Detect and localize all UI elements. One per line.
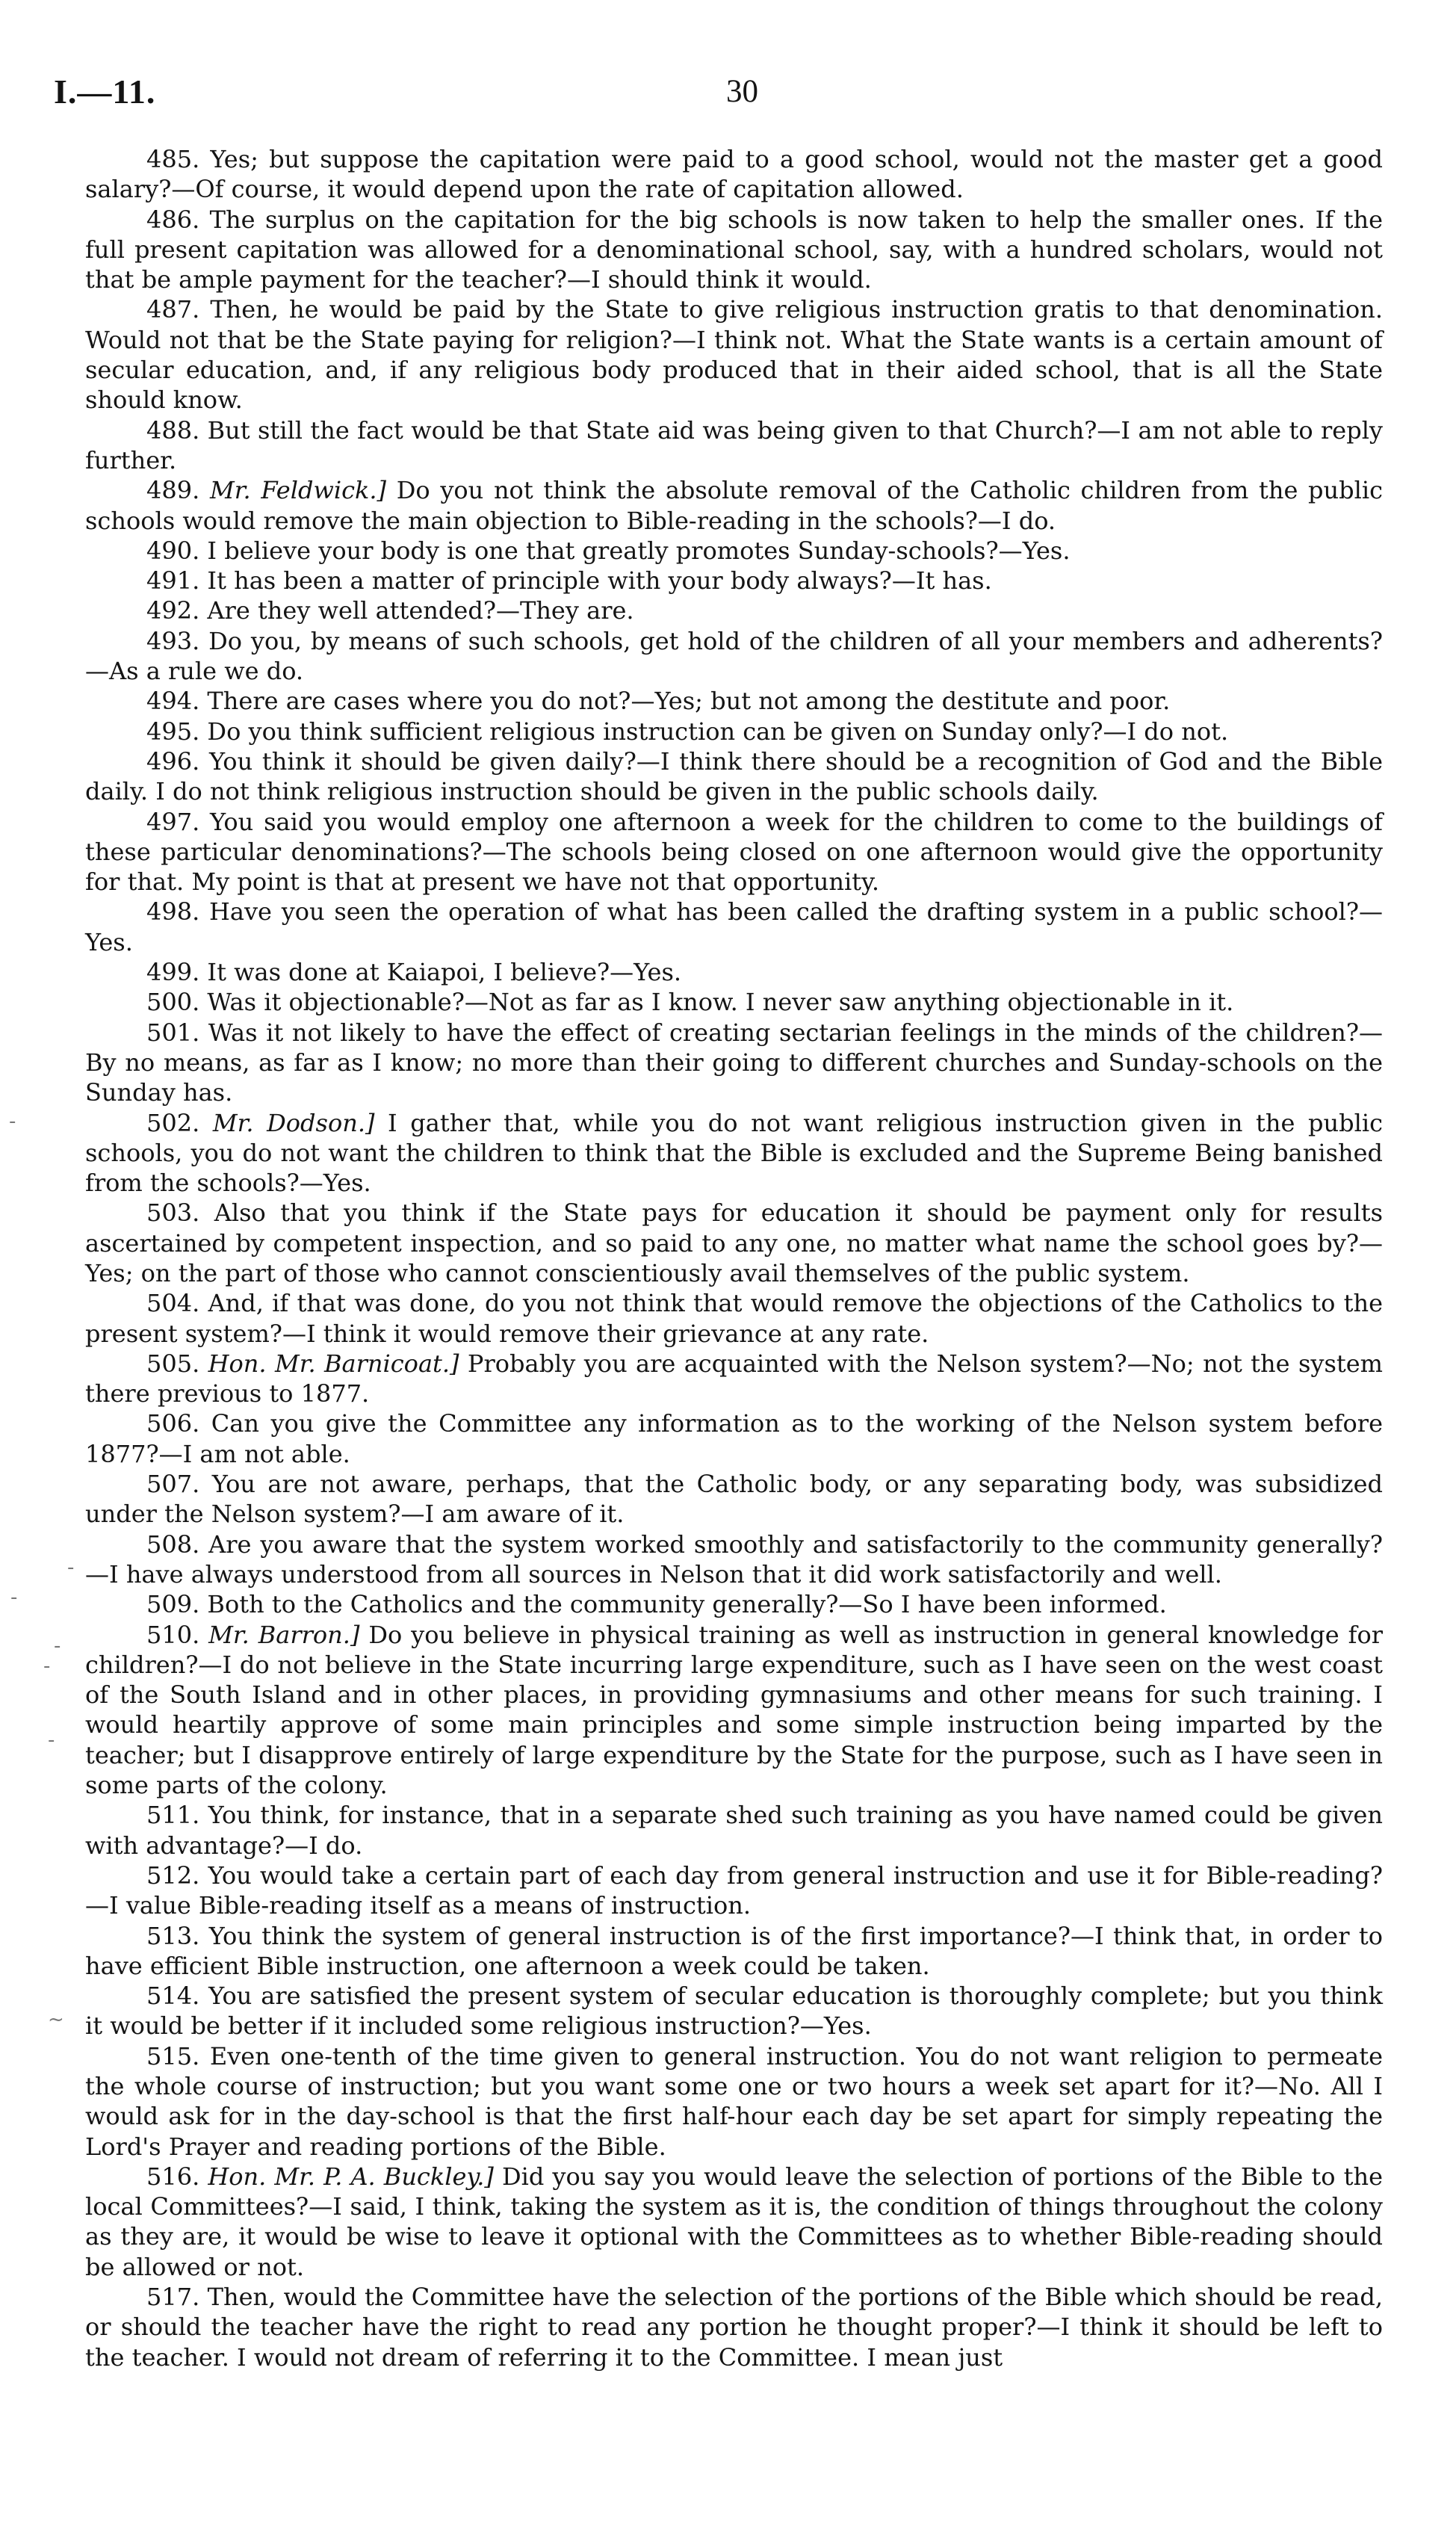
question-number: 511. xyxy=(146,1801,200,1830)
question-number: 486. xyxy=(146,205,200,234)
question-number: 508. xyxy=(146,1530,200,1559)
evidence-entry xyxy=(85,1589,1383,1619)
question-number: 510. xyxy=(146,1620,200,1649)
entry-text: Have you seen the operation of what has been called the drafting system in a public school?—Yes. xyxy=(85,897,1383,956)
evidence-entry xyxy=(85,1530,1383,1590)
evidence-entry xyxy=(85,746,1383,807)
speaker-name: Hon. Mr. Barnicoat.] xyxy=(208,1349,459,1378)
evidence-entry xyxy=(85,1469,1383,1530)
entry-text: You think the system of general instruction is of the first importance?—I think that, in order to have efficient Bible instruction, one afternoon a week could be taken. xyxy=(85,1921,1383,1980)
entry-text: Was it not likely to have the effect of creating sectarian feelings in the minds of the children?—By no means, as far as I know; no more than their going to different churches and Sunday-schools on the Sunday has. xyxy=(85,1018,1383,1107)
evidence-entry xyxy=(85,1408,1383,1469)
entry-text: Are you aware that the system worked smoothly and satisfactorily to the community generally?—I have always understood from all sources in Nelson that it did work satisfactorily and well. xyxy=(85,1530,1383,1589)
question-number: 515. xyxy=(146,2041,200,2070)
evidence-entry xyxy=(85,566,1383,596)
entry-text: You said you would employ one afternoon a week for the children to come to the buildings of these particular denominations?—The schools being closed on one afternoon would give the opportunity for that. My point is that at present we have not that opportunity. xyxy=(85,807,1383,897)
question-number: 503. xyxy=(146,1199,200,1228)
evidence-entry xyxy=(85,205,1383,295)
evidence-entry xyxy=(85,957,1383,987)
entry-text: Even one-tenth of the time given to general instruction. You do not want religion to permeate the whole course of instruction; but you want some one or two hours a week set apart for it?—No. All I would ask for in the day-school is that the first half-hour each day be set apart for simply repeating the Lord's Prayer and reading portions of the Bible. xyxy=(85,2041,1383,2161)
question-number: 514. xyxy=(146,1982,200,2011)
entry-text: Yes; but suppose the capitation were paid to a good school, would not the master get a good salary?—Of course, it would depend upon the rate of capitation allowed. xyxy=(85,145,1383,204)
evidence-entry xyxy=(85,1108,1383,1199)
evidence-entry xyxy=(85,1349,1383,1409)
evidence-entry xyxy=(85,1198,1383,1288)
page-number: 30 xyxy=(726,74,758,109)
question-number: 507. xyxy=(146,1470,200,1499)
question-number: 505. xyxy=(146,1349,200,1378)
evidence-entry xyxy=(85,987,1383,1017)
question-number: 516. xyxy=(146,2162,200,2191)
evidence-entry xyxy=(85,1288,1383,1349)
evidence-entry xyxy=(85,2041,1383,2162)
evidence-entry xyxy=(85,294,1383,415)
evidence-entry xyxy=(85,2282,1383,2372)
question-number: 494. xyxy=(146,687,200,716)
entry-text: Are they well attended?—They are. xyxy=(199,596,634,625)
page-header xyxy=(54,72,1384,117)
margin-mark: - xyxy=(67,1556,75,1579)
evidence-entry xyxy=(85,144,1383,205)
evidence-transcript xyxy=(85,144,1383,2372)
entry-text: It has been a matter of principle with your body always?—It has. xyxy=(199,566,992,596)
question-number: 491. xyxy=(146,566,200,596)
margin-mark: - xyxy=(9,1110,16,1133)
speaker-name: Mr. Barron.] xyxy=(208,1620,360,1649)
entry-text: You would take a certain part of each day from general instruction and use it for Bible-reading?—I value Bible-reading itself as a means of instruction. xyxy=(85,1861,1383,1920)
question-number: 504. xyxy=(146,1289,200,1318)
evidence-entry xyxy=(85,2162,1383,2282)
evidence-entry xyxy=(85,415,1383,476)
evidence-entry xyxy=(85,475,1383,536)
evidence-entry xyxy=(85,717,1383,746)
entry-text: There are cases where you do not?—Yes; but not among the destitute and poor. xyxy=(199,687,1171,716)
evidence-entry xyxy=(85,1620,1383,1801)
question-number: 489. xyxy=(146,476,200,505)
evidence-entry xyxy=(85,1018,1383,1108)
question-number: 499. xyxy=(146,958,200,987)
entry-text: Probably you are acquainted with the Nelson system?—No; not the system there previous to 1877. xyxy=(85,1349,1384,1408)
speaker-name: Mr. Dodson.] xyxy=(212,1108,375,1137)
entry-text: You think, for instance, that in a separate shed such training as you have named could be given with advantage?—I do. xyxy=(85,1801,1383,1860)
question-number: 497. xyxy=(146,807,200,836)
entry-text: Was it objectionable?—Not as far as I know. I never saw anything objectionable in it. xyxy=(199,988,1234,1017)
entry-text: Did you say you would leave the selection of portions of the Bible to the local Committees?—I said, I think, taking the system as it is, the condition of things throughout the colony as they are, it would be wise to leave it optional with the Committees as to whether Bible-reading should be allowed or not. xyxy=(85,2162,1384,2281)
margin-mark: - xyxy=(10,1586,18,1609)
margin-mark: - xyxy=(48,1729,55,1751)
entry-text: The surplus on the capitation for the big schools is now taken to help the smaller ones. If the full present capitation was allowed for a denominational school, say, with a hundred scholars, would not that be ample payment for the teacher?—I should think it would. xyxy=(85,205,1383,294)
question-number: 501. xyxy=(146,1018,200,1047)
entry-text: Then, he would be paid by the State to give religious instruction gratis to that denomination. Would not that be the State paying for religion?—I think not. What the State wants is a certain amount of secular education, and, if any religious body produced that in their aided school, that is all the State should know. xyxy=(85,295,1383,415)
evidence-entry xyxy=(85,536,1383,566)
entry-text: Then, would the Committee have the selection of the portions of the Bible which should be read, or should the teacher have the right to read any portion he thought proper?—I think it should be left to the teacher. I would not dream of referring it to the Committee. I mean just xyxy=(85,2283,1383,2372)
question-number: 496. xyxy=(146,746,200,776)
question-number: 495. xyxy=(146,717,200,746)
question-number: 487. xyxy=(146,295,200,324)
entry-text: You are not aware, perhaps, that the Catholic body, or any separating body, was subsidized under the Nelson system?—I am aware of it. xyxy=(85,1470,1383,1529)
question-number: 502. xyxy=(146,1108,200,1137)
evidence-entry xyxy=(85,1981,1383,2041)
entry-text: Also that you think if the State pays for education it should be payment only for results ascertained by competent inspection, and so paid to any one, no matter what name the school goes by?—Yes; on the part of those who cannot conscientiously avail themselves of the public system. xyxy=(85,1199,1383,1287)
question-number: 490. xyxy=(146,536,200,565)
evidence-entry xyxy=(85,1861,1383,1921)
question-number: 513. xyxy=(146,1921,200,1950)
entry-text: And, if that was done, do you not think that would remove the objections of the Catholics to the present system?—I think it would remove their grievance at any rate. xyxy=(85,1289,1383,1348)
entry-text: Both to the Catholics and the community generally?—So I have been informed. xyxy=(199,1590,1167,1619)
question-number: 517. xyxy=(146,2283,200,2312)
evidence-entry xyxy=(85,686,1383,716)
entry-text: You think it should be given daily?—I think there should be a recognition of God and the Bible daily. I do not think religious instruction should be given in the public schools daily. xyxy=(85,746,1383,806)
speaker-name: Mr. Feldwick.] xyxy=(209,476,387,505)
entry-text: But still the fact would be that State aid was being given to that Church?—I am not able to reply further. xyxy=(85,415,1383,474)
evidence-entry xyxy=(85,596,1383,625)
entry-text: Can you give the Committee any information as to the working of the Nelson system before 1877?—I am not able. xyxy=(85,1409,1383,1468)
evidence-entry xyxy=(85,1800,1383,1861)
evidence-entry xyxy=(85,626,1383,687)
entry-text: I gather that, while you do not want religious instruction given in the public schools, you do not want the children to think that the Bible is excluded and the Supreme Being banished from the schools?—Yes. xyxy=(85,1108,1384,1198)
question-number: 509. xyxy=(146,1590,200,1619)
evidence-entry xyxy=(85,897,1383,957)
entry-text: It was done at Kaiapoi, I believe?—Yes. xyxy=(199,958,682,987)
margin-mark: ~ xyxy=(48,2008,64,2031)
margin-mark: - xyxy=(43,1655,51,1677)
question-number: 488. xyxy=(146,415,200,445)
document-reference: I.—11. xyxy=(54,72,156,111)
speaker-name: Hon. Mr. P. A. Buckley.] xyxy=(208,2162,494,2191)
entry-text: You are satisfied the present system of secular education is thoroughly complete; but you think it would be better if it included some religious instruction?—Yes. xyxy=(85,1982,1383,2041)
evidence-entry xyxy=(85,807,1383,897)
question-number: 506. xyxy=(146,1409,200,1438)
question-number: 485. xyxy=(146,145,200,173)
question-number: 500. xyxy=(146,988,200,1017)
entry-text: Do you, by means of such schools, get hold of the children of all your members and adherents?—As a rule we do. xyxy=(85,626,1383,686)
question-number: 492. xyxy=(146,596,200,625)
entry-text: Do you think sufficient religious instruction can be given on Sunday only?—I do not. xyxy=(199,717,1229,746)
question-number: 498. xyxy=(146,897,200,927)
question-number: 512. xyxy=(146,1861,200,1890)
entry-text: I believe your body is one that greatly promotes Sunday-schools?—Yes. xyxy=(199,536,1071,565)
entry-text: Do you not think the absolute removal of the Catholic children from the public schools would remove the main objection to Bible-reading in the schools?—I do. xyxy=(85,476,1384,535)
margin-mark: - xyxy=(54,1635,61,1657)
entry-text: Do you believe in physical training as well as instruction in general knowledge for children?—I do not believe in the State incurring large expenditure, such as I have seen on the west coast of the South Island and in other places, in providing gymnasiums and other means for such training. I would heartily approve of some main principles and some simple instruction being imparted by the teacher; but I disapprove entirely of large expenditure by the State for the purpose, such as I have seen in some parts of the colony. xyxy=(85,1620,1383,1800)
evidence-entry xyxy=(85,1921,1383,1982)
question-number: 493. xyxy=(146,626,200,655)
